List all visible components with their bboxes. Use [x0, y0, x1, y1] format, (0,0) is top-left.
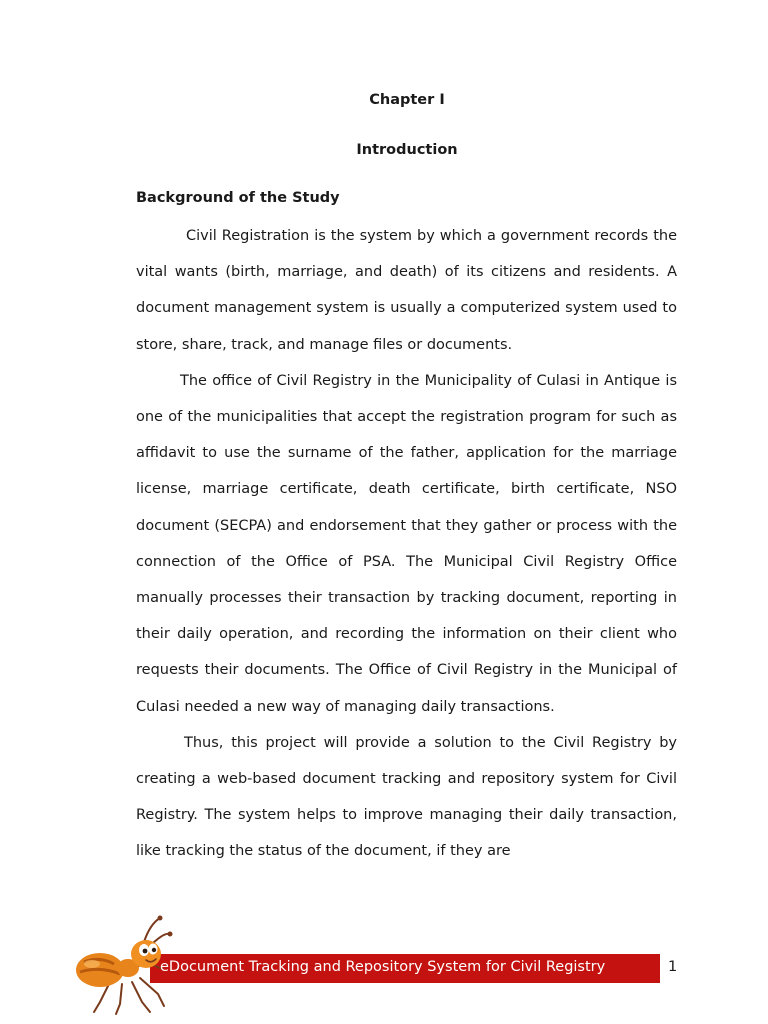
body-text: [136, 218, 677, 870]
ant-mascot-icon: [70, 912, 180, 1016]
paragraph-1: Civil Registration is the system by which a government records the vital wants (birth, marriage, and death) of its citizens and residents. A document management system is usually a computerized system used to store, share, track, and manage files or documents.: [136, 228, 677, 353]
footer-title: eDocument Tracking and Repository System for Civil Registry: [160, 959, 606, 975]
chapter-label: Chapter I: [369, 92, 445, 108]
paragraph-3: Thus, this project will provide a solution to the Civil Registry by creating a web-based document tracking and repository system for Civil Registry. The system helps to improve managing their daily transaction, like tracking the status of the document, if they are: [136, 734, 677, 860]
paragraph-2: The office of Civil Registry in the Municipality of Culasi in Antique is one of the municipalities that accept the registration program for such as affidavit to use the surname of the father, application for the marriage license, marriage certificate, death certificate, birth certificate, NSO document (SECPA) and endorsement that they gather or process with the connection of the Office of PSA. The Municipal Civil Registry Office manually processes their transaction by tracking document, reporting in their daily operation, and recording the information on their client who requests their documents. The Office of Civil Registry in the Municipal of Culasi needed a new way of managing daily transactions.: [136, 372, 677, 715]
page-number: 1: [668, 959, 678, 975]
page-title: Introduction: [356, 142, 458, 158]
section-heading: Background of the Study: [136, 190, 340, 206]
